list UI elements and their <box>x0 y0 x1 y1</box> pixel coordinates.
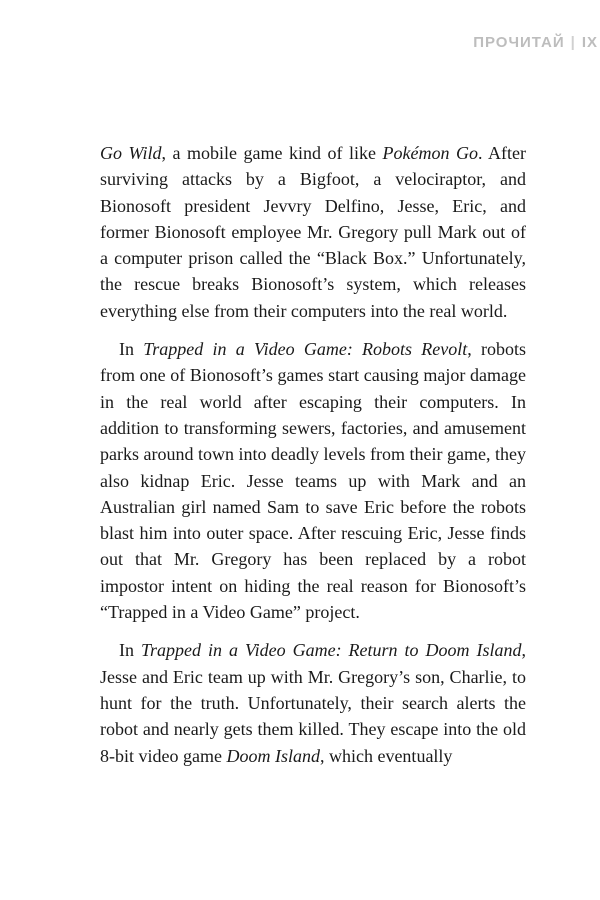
running-header-separator: | <box>570 33 576 51</box>
paragraph-2 <box>100 336 526 625</box>
text-run: In <box>119 339 144 360</box>
text-run: In <box>119 640 141 661</box>
page-number: IX <box>581 33 598 51</box>
running-header <box>473 32 600 52</box>
game-title-pokemon-go: Pokémon Go <box>382 143 478 163</box>
book-title-return-to-doom-island: Trapped in a Video Game: Return to Doom Island <box>140 640 522 661</box>
page-body <box>100 140 526 781</box>
book-title-go-wild: Go Wild <box>100 143 162 163</box>
paragraph-3 <box>100 637 526 768</box>
text-run: , a mobile game kind of like <box>161 143 383 163</box>
text-run: , Jesse and Eric team up with Mr. Gregory’s son, Charlie, to hunt for the truth. Unfortunately, their search alerts the robot and nearly gets them killed. They escape into the old 8-bit video game <box>100 640 526 766</box>
text-run: . After surviving attacks by a Bigfoot, a velociraptor, and Bionosoft president Jevvry Delfino, Jesse, Eric, and former Bionosoft employee Mr. Gregory pull Mark out of a computer prison called the “Black Box.” Unfortunately, the rescue breaks Bionosoft’s system, which releases everything else from their computers into the real world. <box>100 143 526 321</box>
book-title-robots-revolt: Trapped in a Video Game: Robots Revolt <box>143 339 468 360</box>
text-run: , robots from one of Bionosoft’s games start causing major damage in the real world after escaping their computers. In addition to transforming sewers, factories, and amusement parks around town into deadly levels from their game, they also kidnap Eric. Jesse teams up with Mark and an Australian girl named Sam to save Eric before the robots blast him into outer space. After rescuing Eric, Jesse finds out that Mr. Gregory has been replaced by a robot impostor intent on hiding the real reason for Bionosoft’s “Trapped in a Video Game” project. <box>100 339 526 623</box>
paragraph-1 <box>100 140 526 324</box>
game-title-doom-island: Doom Island <box>226 745 320 766</box>
running-header-title: ПРОЧИТАЙ <box>473 33 565 51</box>
text-run: , which eventually <box>319 745 453 766</box>
